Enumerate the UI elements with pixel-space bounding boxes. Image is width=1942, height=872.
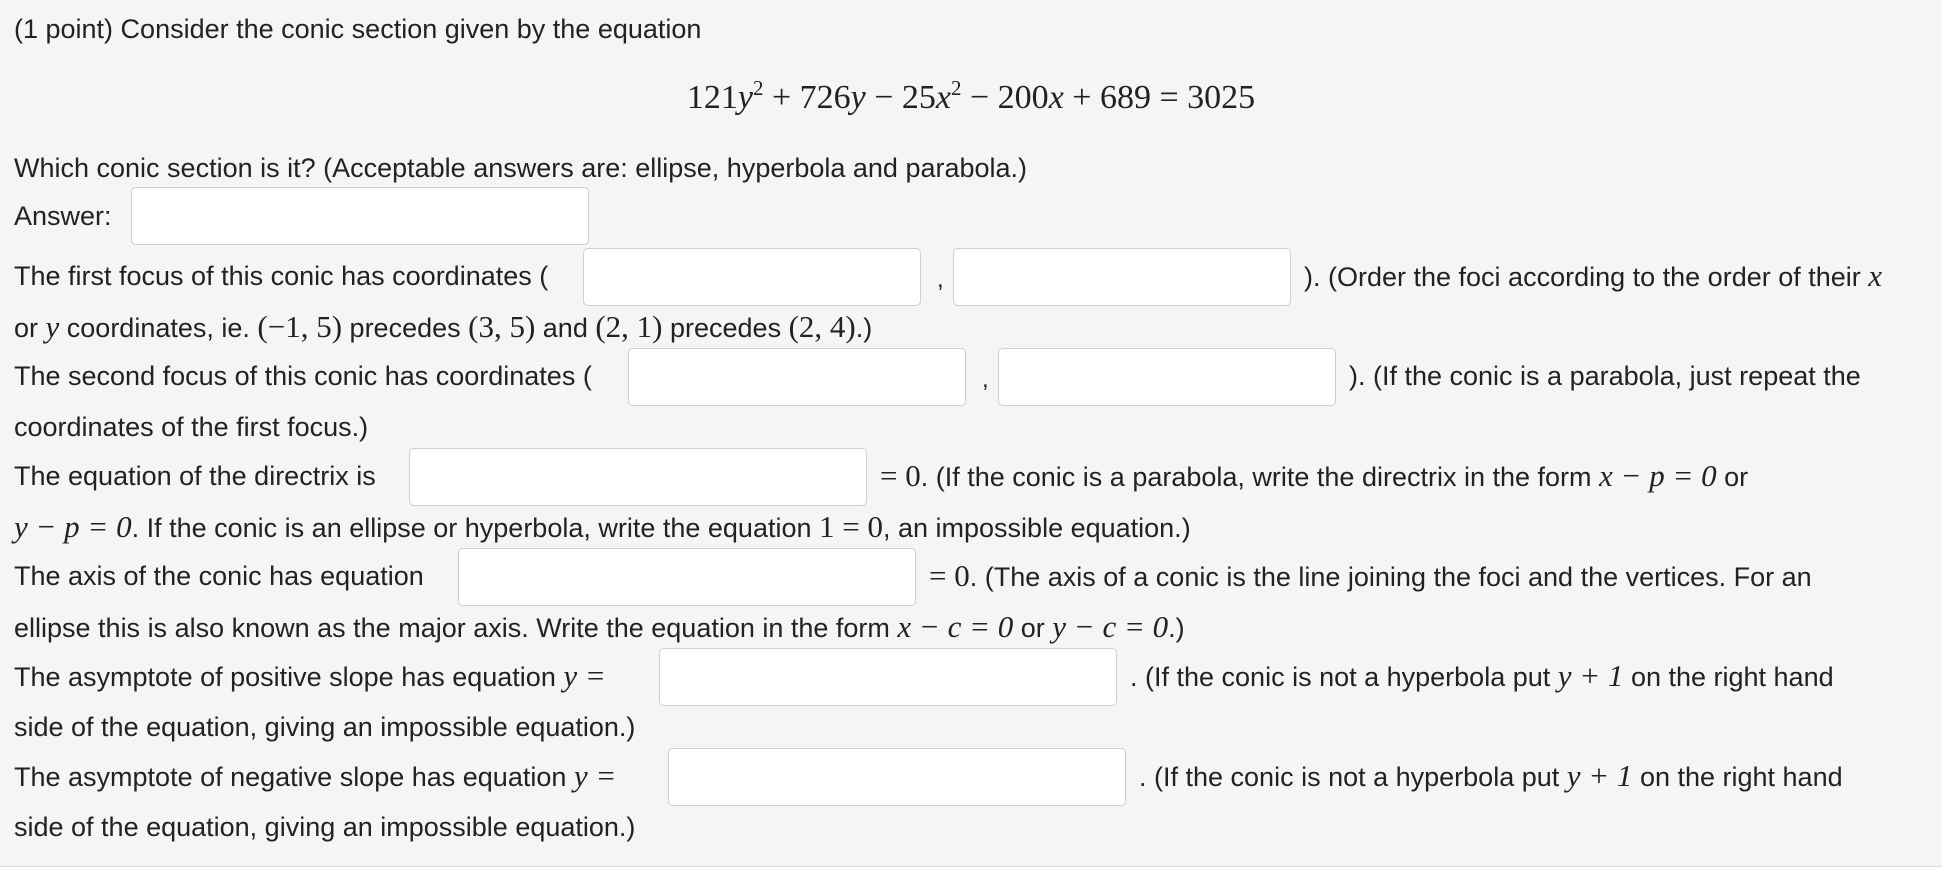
axis-note-c: .)	[1168, 613, 1185, 643]
focus1-var-y: y	[45, 309, 60, 344]
directrix-prefix: The equation of the directrix is	[14, 461, 376, 491]
focus2-comma: ,	[982, 366, 989, 393]
focus1-note-d: and	[535, 313, 596, 343]
axis-form-x: x − c = 0	[897, 609, 1014, 644]
directrix-note	[14, 505, 1191, 549]
focus1-note-e: precedes	[662, 313, 789, 343]
asym-neg-note: side of the equation, giving an impossible equation.)	[14, 812, 636, 842]
focus1-note	[14, 305, 872, 349]
asym-neg-suffix-a: . (If the conic is not a hyperbola put	[1139, 762, 1567, 792]
eq-term-1-var: y	[737, 79, 753, 116]
focus1-y-input[interactable]	[953, 248, 1291, 306]
directrix-form-y: y − p = 0	[14, 509, 132, 544]
asym-neg-suffix	[1139, 754, 1843, 798]
asym-neg-lhs: y =	[573, 758, 617, 793]
asym-pos-expr: y + 1	[1557, 658, 1624, 693]
eq-term-5: + 689 = 3025	[1063, 79, 1256, 116]
focus2-suffix: ). (If the conic is a parabola, just repeat the	[1349, 361, 1861, 391]
axis-input[interactable]	[458, 548, 916, 606]
focus1-suffix	[1304, 254, 1882, 298]
directrix-suffix-or: or	[1716, 462, 1749, 492]
asym-neg-suffix-b: on the right hand	[1632, 762, 1843, 792]
axis-suffix	[929, 554, 1812, 598]
asym-neg-expr: y + 1	[1566, 758, 1633, 793]
asym-pos-suffix	[1130, 654, 1834, 698]
directrix-input[interactable]	[409, 448, 867, 506]
eq-term-4-coef: − 200	[961, 79, 1049, 116]
focus2-x-input[interactable]	[628, 348, 966, 406]
focus1-example-2: (3, 5)	[468, 309, 536, 344]
directrix-form-impossible: 1 = 0	[819, 509, 883, 544]
focus1-prefix: The first focus of this conic has coordinates (	[14, 261, 549, 291]
eq-term-4-var: x	[1048, 79, 1064, 116]
axis-form-y: y − c = 0	[1052, 609, 1169, 644]
asym-pos-prefix	[14, 654, 606, 698]
conic-equation	[0, 72, 1942, 124]
eq-term-3-exp: 2	[951, 76, 962, 100]
asym-pos-suffix-a: . (If the conic is not a hyperbola put	[1130, 662, 1558, 692]
axis-note-a: ellipse this is also known as the major axis. Write the equation in the form	[14, 613, 898, 643]
problem-header: (1 point) Consider the conic section given by the equation	[14, 14, 702, 44]
eq-term-1-coef: 121	[686, 79, 738, 116]
eq-term-3-coef: − 25	[865, 79, 936, 116]
eq-term-2-coef: + 726	[763, 79, 851, 116]
directrix-eq-zero: = 0	[880, 458, 921, 493]
directrix-note-a: . If the conic is an ellipse or hyperbola, write the equation	[131, 513, 820, 543]
asym-pos-lhs: y =	[563, 658, 606, 693]
answer-label: Answer:	[14, 201, 112, 231]
focus1-comma: ,	[937, 266, 944, 293]
axis-prefix: The axis of the conic has equation	[14, 561, 424, 591]
focus1-example-1: (−1, 5)	[257, 309, 343, 344]
eq-term-2-var: y	[850, 79, 866, 116]
focus1-x-input[interactable]	[583, 248, 921, 306]
axis-suffix-text: . (The axis of a conic is the line joining the foci and the vertices. For an	[969, 562, 1812, 592]
focus1-note-a: or	[14, 313, 46, 343]
focus1-note-f: .)	[855, 313, 873, 343]
directrix-suffix	[880, 454, 1748, 498]
conic-type-question: Which conic section is it? (Acceptable answers are: ellipse, hyperbola and parabola.)	[14, 153, 1028, 183]
focus1-note-b: coordinates, ie.	[59, 313, 258, 343]
asym-neg-input[interactable]	[668, 748, 1126, 806]
focus2-note: coordinates of the first focus.)	[14, 412, 369, 442]
directrix-form-x: x − p = 0	[1599, 458, 1717, 493]
eq-term-1-exp: 2	[752, 76, 764, 100]
asym-neg-prefix-text: The asymptote of negative slope has equation	[14, 762, 574, 792]
focus1-var-x: x	[1868, 258, 1883, 293]
eq-term-3-var: x	[935, 79, 951, 116]
focus1-suffix-text: ). (Order the foci according to the order of their	[1304, 262, 1869, 292]
asym-pos-note: side of the equation, giving an impossible equation.)	[14, 712, 636, 742]
directrix-note-b: , an impossible equation.)	[883, 513, 1191, 543]
axis-eq-zero: = 0	[929, 558, 970, 593]
focus1-example-4: (2, 4)	[788, 309, 856, 344]
conic-type-input[interactable]	[131, 187, 589, 245]
asym-pos-prefix-text: The asymptote of positive slope has equation	[14, 662, 564, 692]
directrix-suffix-text: . (If the conic is a parabola, write the directrix in the form	[920, 462, 1600, 492]
focus1-example-3: (2, 1)	[595, 309, 663, 344]
asym-pos-suffix-b: on the right hand	[1623, 662, 1834, 692]
axis-note	[14, 605, 1185, 649]
asym-neg-prefix	[14, 754, 616, 798]
asym-pos-input[interactable]	[659, 648, 1117, 706]
focus1-note-c: precedes	[342, 313, 469, 343]
focus2-prefix: The second focus of this conic has coordinates (	[14, 361, 592, 391]
axis-note-b: or	[1013, 613, 1053, 643]
focus2-y-input[interactable]	[998, 348, 1336, 406]
